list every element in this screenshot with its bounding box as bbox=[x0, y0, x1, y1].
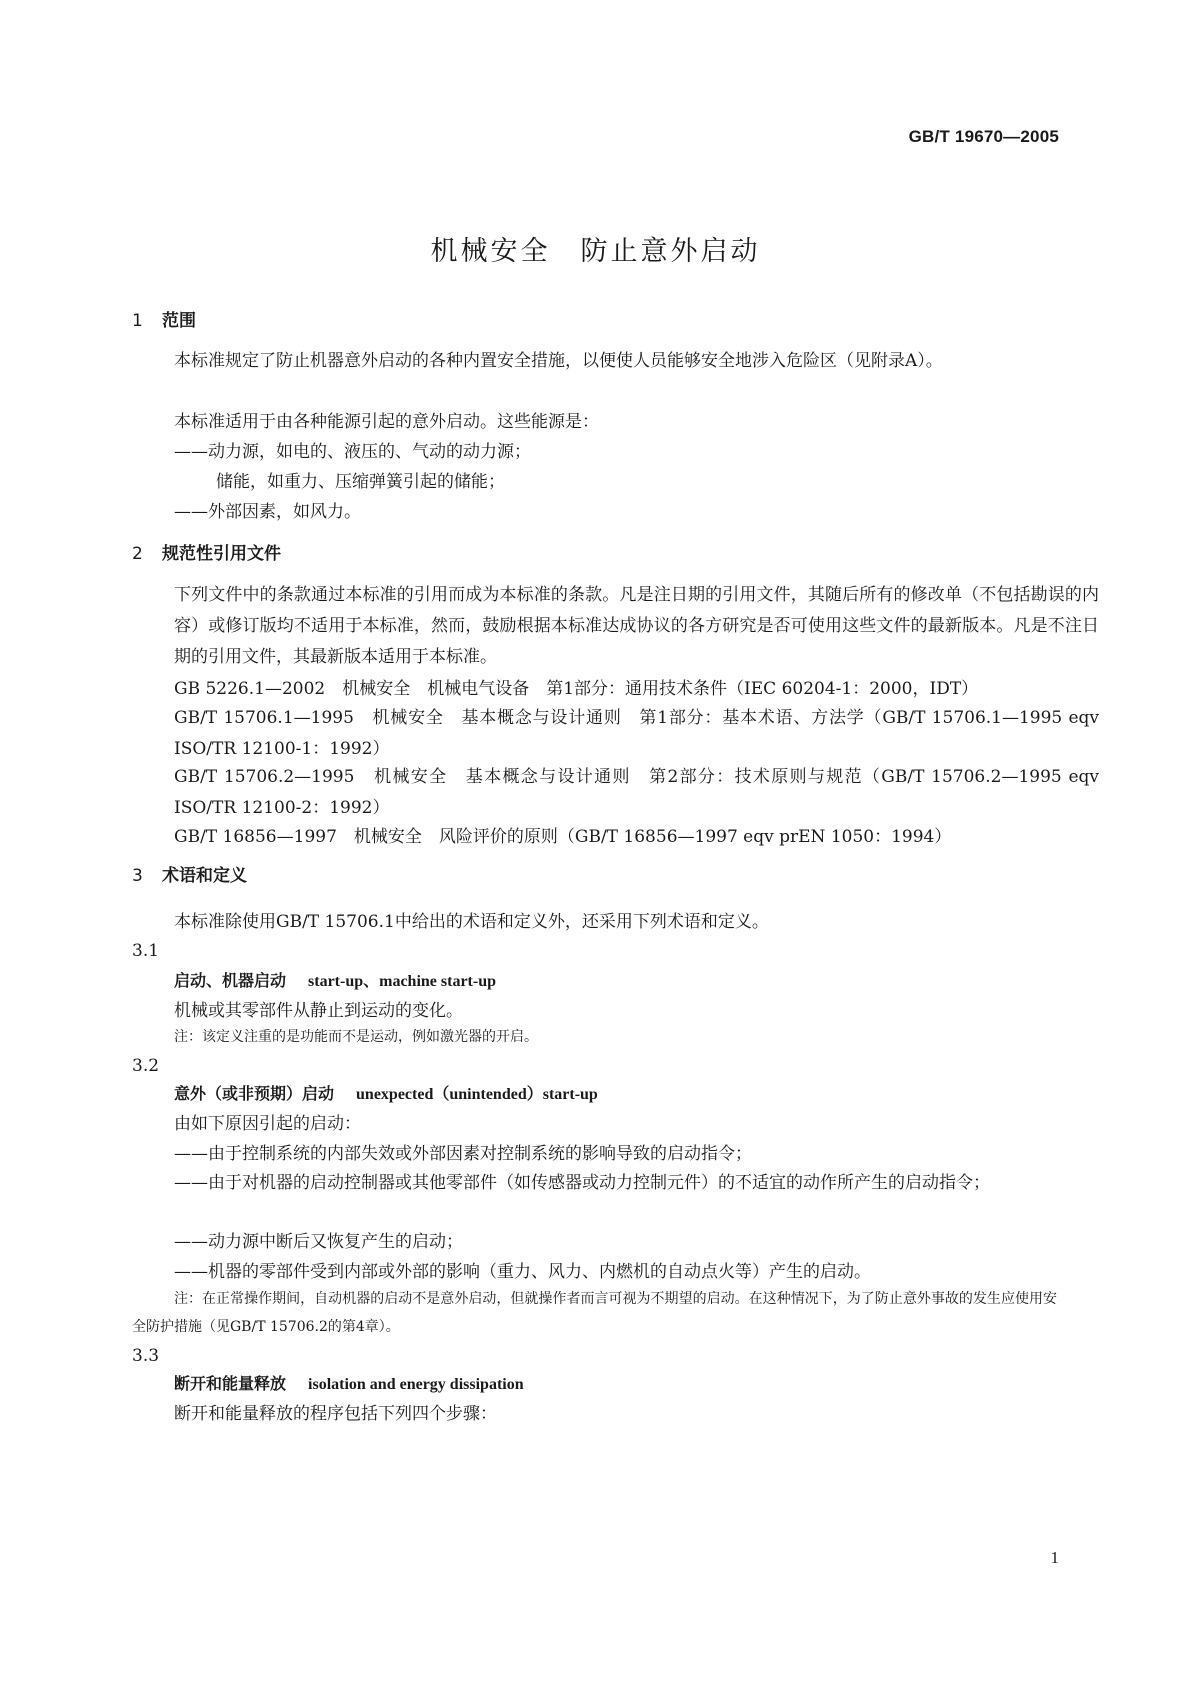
section-1-applicability: 本标准适用于由各种能源引起的意外启动。这些能源是： bbox=[174, 412, 599, 432]
term-english: start-up、machine start-up bbox=[308, 973, 497, 990]
note: 注：该定义注重的是功能而不是运动，例如激光器的开启。 bbox=[174, 1029, 538, 1045]
document-number: GB/T 19670—2005 bbox=[908, 127, 1059, 146]
section-2-intro: 下列文件中的条款通过本标准的引用而成为本标准的条款。凡是注日期的引用文件，其随后所有的修改单（不包括勘误的内容）或修订版均不适用于本标准，然而，鼓励根据本标准达成协议的各方研究是否可使用这些文件的最新版本。凡是不注日期的引用文件，其最新版本适用于本标准。 bbox=[174, 585, 1099, 667]
clause-number: 3.3 bbox=[132, 1346, 160, 1366]
section-2-heading bbox=[132, 538, 1057, 570]
reference-item: GB/T 16856—1997 机械安全 风险评价的原则（GB/T 16856—1997 eqv prEN 1050：1994） bbox=[174, 827, 952, 847]
term-english: isolation and energy dissipation bbox=[308, 1376, 524, 1393]
section-title: 规范性引用文件 bbox=[162, 544, 281, 564]
list-item: ——由于控制系统的内部失效或外部因素对控制系统的影响导致的启动指令； bbox=[174, 1144, 752, 1164]
section-number: 3 bbox=[132, 866, 143, 886]
list-item: ——机器的零部件受到内部或外部的影响（重力、风力、内燃机的自动点火等）产生的启动。 bbox=[174, 1262, 871, 1282]
list-item: ——外部因素，如风力。 bbox=[174, 502, 361, 522]
list-item: 储能，如重力、压缩弹簧引起的储能； bbox=[216, 472, 505, 492]
term-chinese: 意外（或非预期）启动 bbox=[174, 1084, 335, 1103]
term-english: unexpected（unintended）start-up bbox=[356, 1086, 598, 1103]
section-1-heading bbox=[132, 305, 1057, 337]
reference-item: GB 5226.1—2002 机械安全 机械电气设备 第1部分：通用技术条件（IEC 60204-1：2000，IDT） bbox=[174, 679, 979, 699]
section-title: 术语和定义 bbox=[162, 866, 247, 886]
clause-number: 3.2 bbox=[132, 1056, 160, 1076]
section-number: 1 bbox=[132, 311, 143, 331]
term-chinese: 断开和能量释放 bbox=[174, 1374, 287, 1393]
reference-item: GB/T 15706.2—1995 机械安全 基本概念与设计通则 第2部分：技术原则与规范（GB/T 15706.2—1995 eqv ISO/TR 12100-2：1992） bbox=[174, 767, 1099, 818]
section-3-intro: 本标准除使用GB/T 15706.1中给出的术语和定义外，还采用下列术语和定义。 bbox=[174, 912, 769, 932]
section-number: 2 bbox=[132, 544, 143, 564]
term-chinese: 启动、机器启动 bbox=[174, 971, 287, 990]
page-number: 1 bbox=[1050, 1548, 1059, 1567]
term-definition: 由如下原因引起的启动： bbox=[174, 1114, 361, 1134]
term-heading bbox=[132, 1368, 1099, 1401]
term-definition: 断开和能量释放的程序包括下列四个步骤： bbox=[174, 1404, 497, 1424]
section-3-heading bbox=[132, 860, 1057, 892]
note: 注：在正常操作期间，自动机器的启动不是意外启动，但就操作者而言可视为不期望的启动。在这种情况下，为了防止意外事故的发生应使用安全防护措施（见GB/T 15706.2的第4章）。 bbox=[132, 1291, 1057, 1335]
term-heading bbox=[132, 965, 1099, 998]
list-item: ——由于对机器的启动控制器或其他零部件（如传感器或动力控制元件）的不适宜的动作所产生的启动指令； bbox=[174, 1173, 990, 1193]
list-item: ——动力源，如电的、液压的、气动的动力源； bbox=[174, 442, 531, 462]
list-item: ——动力源中断后又恢复产生的启动； bbox=[174, 1232, 463, 1252]
clause-number: 3.1 bbox=[132, 941, 160, 961]
section-title: 范围 bbox=[162, 311, 196, 331]
term-definition: 机械或其零部件从静止到运动的变化。 bbox=[174, 1001, 463, 1021]
section-1-paragraph: 本标准规定了防止机器意外启动的各种内置安全措施，以便使人员能够安全地涉入危险区（见附录A）。 bbox=[174, 351, 943, 371]
document-title: 机械安全 防止意外启动 bbox=[430, 236, 761, 267]
term-heading bbox=[132, 1078, 1099, 1111]
reference-item: GB/T 15706.1—1995 机械安全 基本概念与设计通则 第1部分：基本术语、方法学（GB/T 15706.1—1995 eqv ISO/TR 12100-1：1992） bbox=[174, 708, 1099, 759]
